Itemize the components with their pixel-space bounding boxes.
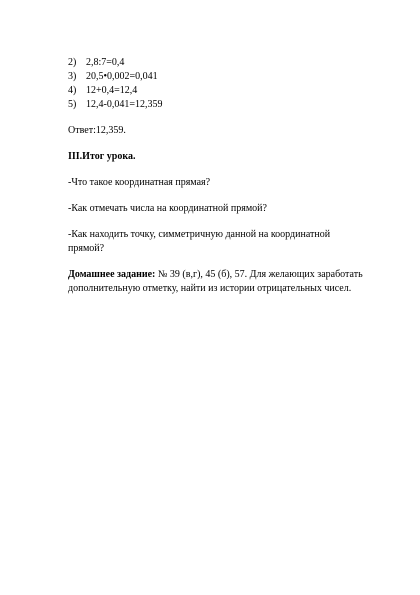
homework-text: № 39 (в,г), 45 (б), 57. Для желающих заработать дополнительную отметку, найти из истории отрицательных чисел. [68,269,363,294]
list-item-text: 12+0,4=12,4 [86,85,138,96]
list-item [68,56,368,70]
question-paragraph: -Как находить точку, симметричную данной на координатной прямой? [68,229,331,254]
list-item-text: 12,4-0,041=12,359 [86,99,163,110]
document-content [68,56,368,296]
list-item-text: 20,5•0,002=0,041 [86,71,158,82]
list-item-number: 2) [68,57,77,68]
list-item-text: 2,8:7=0,4 [86,57,125,68]
list-item-number: 5) [68,99,77,110]
question-paragraph: -Как отмечать числа на координатной прямой? [68,203,267,214]
answer-text: Ответ:12,359. [68,125,126,136]
homework-label: Домашнее задание: [68,269,156,280]
solution-list [68,56,368,112]
section-heading: III.Итог урока. [68,151,136,162]
homework-paragraph [68,268,368,296]
list-item [68,98,368,112]
question-paragraph: -Что такое координатная прямая? [68,177,211,188]
list-item [68,70,368,84]
list-item-number: 3) [68,71,77,82]
list-item [68,84,368,98]
list-item-number: 4) [68,85,77,96]
